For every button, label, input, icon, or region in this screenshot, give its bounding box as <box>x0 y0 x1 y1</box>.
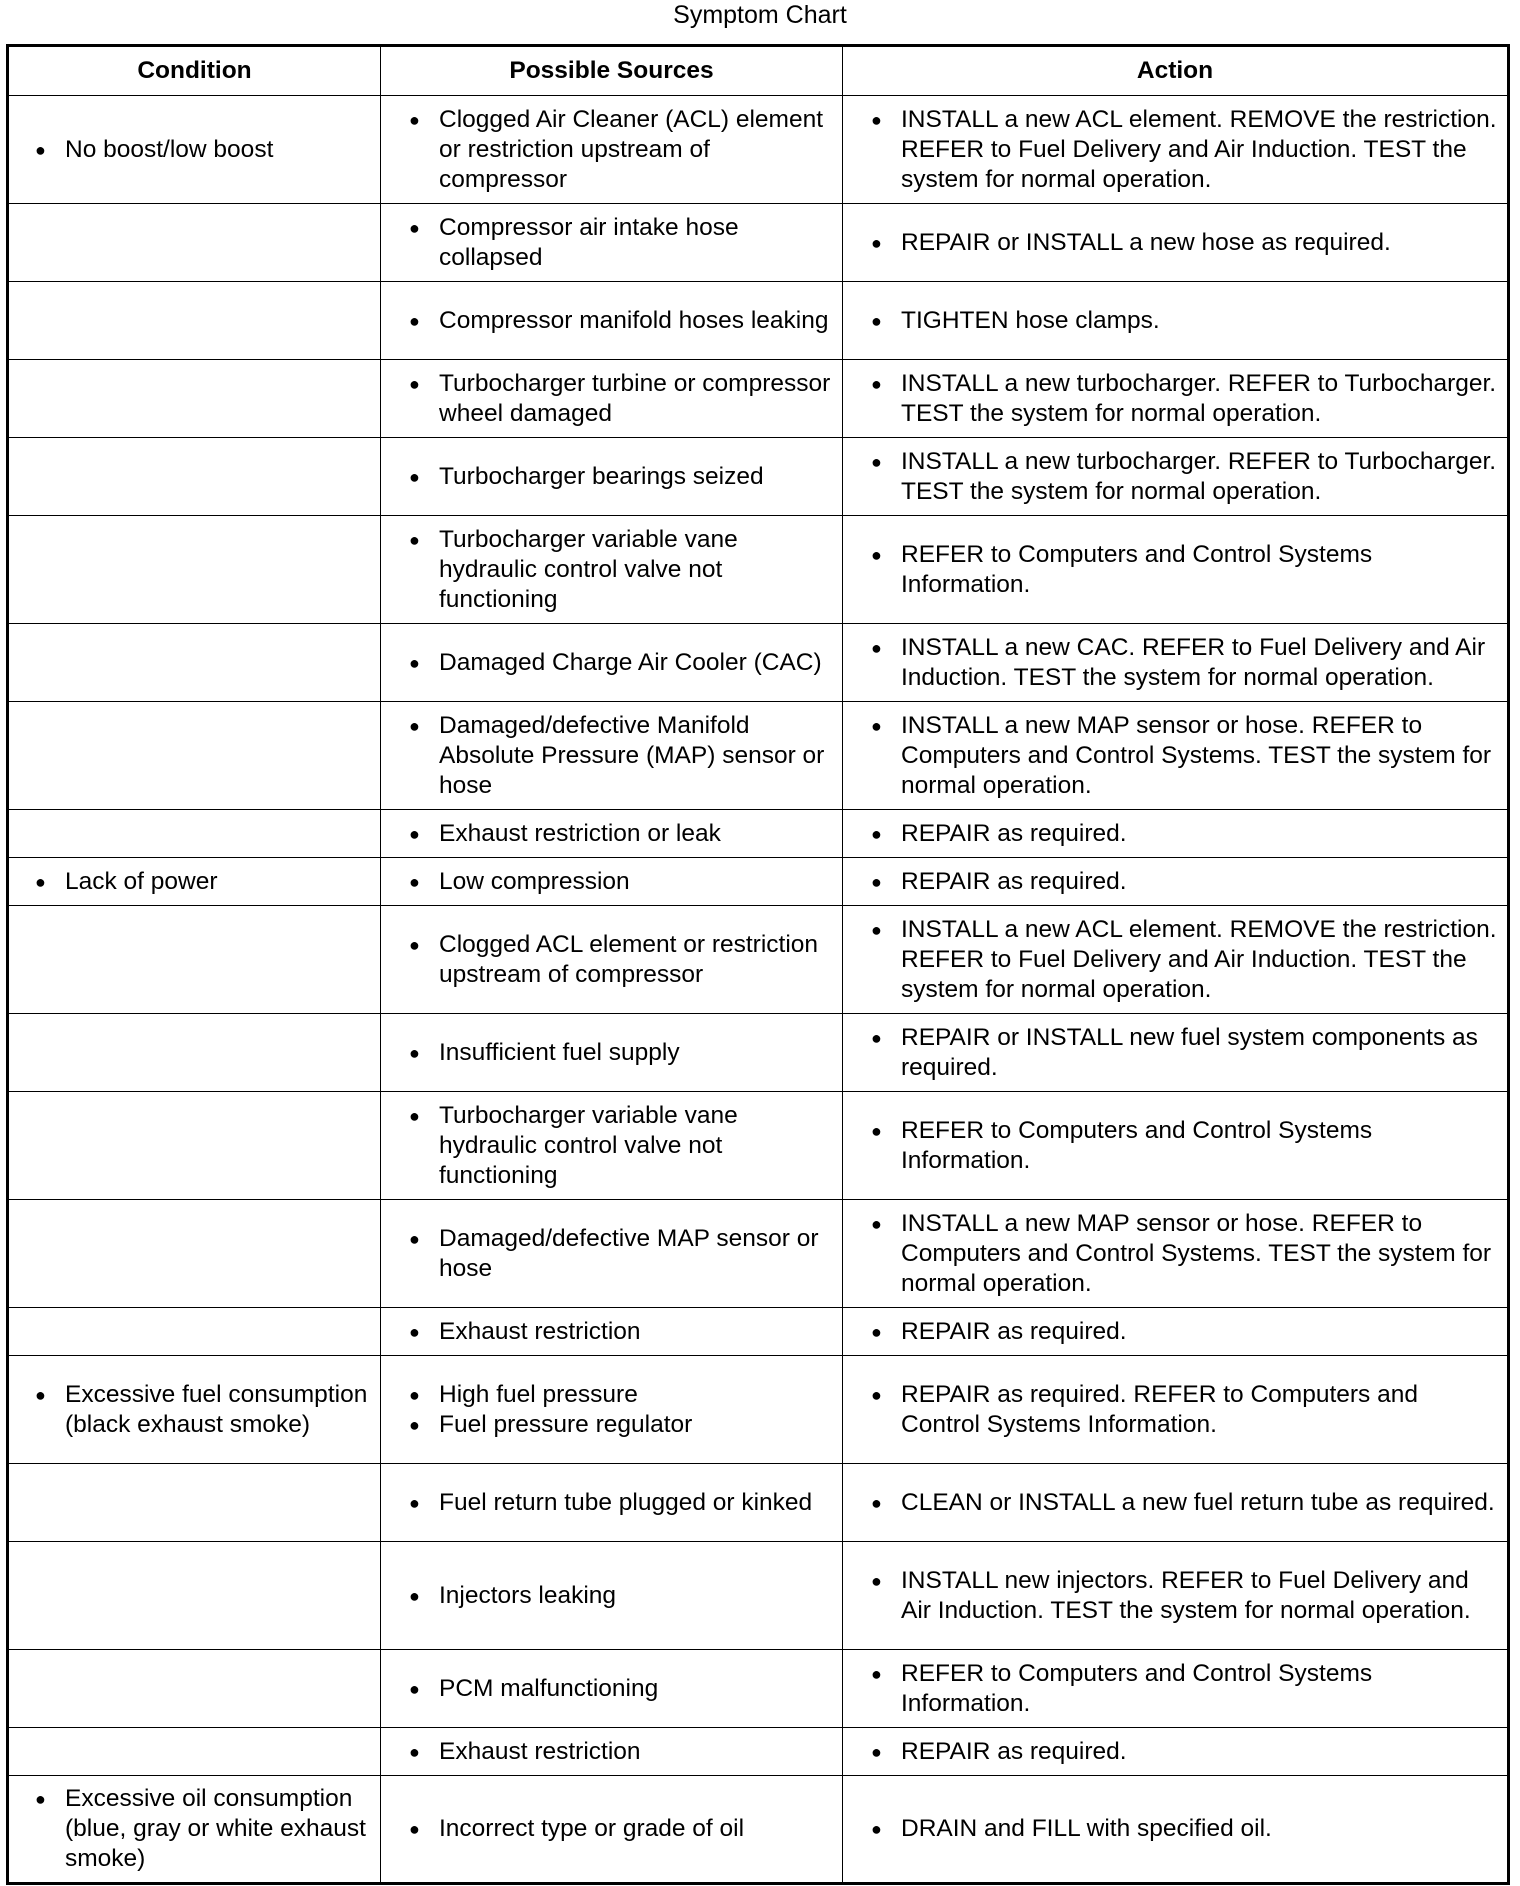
source-item: ● Damaged Charge Air Cooler (CAC) <box>409 648 836 678</box>
action-list <box>843 813 1507 855</box>
source-item: ● Exhaust restriction or leak <box>409 819 836 849</box>
sources-cell <box>381 360 843 438</box>
table-row <box>8 1092 1509 1200</box>
action-list <box>843 1482 1507 1524</box>
sources-cell <box>381 1728 843 1776</box>
action-cell <box>843 282 1509 360</box>
sources-list <box>381 207 842 279</box>
source-item: ● Insufficient fuel supply <box>409 1038 836 1068</box>
source-item: ● Fuel return tube plugged or kinked <box>409 1488 836 1518</box>
condition-cell <box>8 702 381 810</box>
sources-list <box>381 1032 842 1074</box>
sources-cell <box>381 1464 843 1542</box>
source-item: ● Clogged ACL element or restriction upstream of compressor <box>409 930 836 990</box>
action-cell <box>843 438 1509 516</box>
condition-text: ● Lack of power <box>35 867 374 897</box>
action-list <box>843 1203 1507 1305</box>
sources-cell <box>381 1776 843 1884</box>
action-cell <box>843 906 1509 1014</box>
source-item: ● Compressor manifold hoses leaking <box>409 306 836 336</box>
condition-cell <box>8 204 381 282</box>
action-cell <box>843 1014 1509 1092</box>
action-list <box>843 441 1507 513</box>
source-item: ● Fuel pressure regulator <box>409 1410 836 1440</box>
action-cell <box>843 810 1509 858</box>
source-item: ● Damaged/defective Manifold Absolute Pressure (MAP) sensor or hose <box>409 711 836 801</box>
source-item: ● PCM malfunctioning <box>409 1674 836 1704</box>
source-item: ● Turbocharger bearings seized <box>409 462 836 492</box>
sources-cell <box>381 906 843 1014</box>
header-condition: Condition <box>8 46 381 96</box>
source-item: ● Turbocharger variable vane hydraulic control valve not functioning <box>409 1101 836 1191</box>
sources-list <box>381 924 842 996</box>
condition-cell <box>8 1014 381 1092</box>
sources-cell <box>381 1356 843 1464</box>
action-list <box>843 1808 1507 1850</box>
action-text: ● REPAIR as required. REFER to Computers and Control Systems Information. <box>871 1380 1501 1440</box>
action-cell <box>843 1308 1509 1356</box>
sources-list <box>381 705 842 807</box>
sources-cell <box>381 1200 843 1308</box>
sources-list <box>381 1575 842 1617</box>
action-text: ● DRAIN and FILL with specified oil. <box>871 1814 1501 1844</box>
action-list <box>843 1560 1507 1632</box>
source-item: ● Turbocharger variable vane hydraulic control valve not functioning <box>409 525 836 615</box>
action-text: ● REPAIR or INSTALL a new hose as required. <box>871 228 1501 258</box>
table-row <box>8 1200 1509 1308</box>
action-text: ● INSTALL a new turbocharger. REFER to Turbocharger. TEST the system for normal operation. <box>871 369 1501 429</box>
table-row <box>8 1356 1509 1464</box>
sources-list <box>381 1095 842 1197</box>
action-cell <box>843 624 1509 702</box>
table-row <box>8 858 1509 906</box>
sources-cell <box>381 1092 843 1200</box>
source-item: ● Damaged/defective MAP sensor or hose <box>409 1224 836 1284</box>
sources-list <box>381 1482 842 1524</box>
sources-cell <box>381 1650 843 1728</box>
source-item: ● High fuel pressure <box>409 1380 836 1410</box>
table-row <box>8 1542 1509 1650</box>
action-cell <box>843 1650 1509 1728</box>
sources-cell <box>381 624 843 702</box>
condition-cell <box>8 1542 381 1650</box>
sources-cell <box>381 282 843 360</box>
page-title: Symptom Chart <box>673 1 847 29</box>
table-row <box>8 282 1509 360</box>
action-text: ● INSTALL a new ACL element. REMOVE the restriction. REFER to Fuel Delivery and Air Induction. TEST the system for normal operation. <box>871 105 1501 195</box>
condition-list <box>9 1778 380 1880</box>
action-list <box>843 861 1507 903</box>
sources-list <box>381 1374 842 1446</box>
source-item: ● Incorrect type or grade of oil <box>409 1814 836 1844</box>
action-text: ● REFER to Computers and Control Systems Information. <box>871 1659 1501 1719</box>
condition-cell <box>8 360 381 438</box>
action-cell <box>843 1200 1509 1308</box>
condition-cell <box>8 810 381 858</box>
condition-list <box>9 861 380 903</box>
action-cell <box>843 1092 1509 1200</box>
source-item: ● Exhaust restriction <box>409 1737 836 1767</box>
action-text: ● REFER to Computers and Control Systems Information. <box>871 540 1501 600</box>
source-item: ● Turbocharger turbine or compressor wheel damaged <box>409 369 836 429</box>
symptom-table <box>6 44 1510 1885</box>
condition-cell <box>8 96 381 204</box>
condition-text: ● Excessive fuel consumption (black exhaust smoke) <box>35 1380 374 1440</box>
sources-list <box>381 363 842 435</box>
action-cell <box>843 702 1509 810</box>
condition-cell <box>8 1650 381 1728</box>
sources-list <box>381 519 842 621</box>
table-row <box>8 1464 1509 1542</box>
header-row <box>8 46 1509 96</box>
action-text: ● REPAIR as required. <box>871 867 1501 897</box>
action-list <box>843 363 1507 435</box>
action-cell <box>843 1728 1509 1776</box>
action-list <box>843 222 1507 264</box>
header-action: Action <box>843 46 1509 96</box>
sources-cell <box>381 1308 843 1356</box>
action-text: ● REPAIR as required. <box>871 819 1501 849</box>
sources-list <box>381 1808 842 1850</box>
action-text: ● INSTALL a new turbocharger. REFER to Turbocharger. TEST the system for normal operation. <box>871 447 1501 507</box>
action-cell <box>843 1356 1509 1464</box>
sources-list <box>381 1311 842 1353</box>
action-text: ● INSTALL a new MAP sensor or hose. REFER to Computers and Control Systems. TEST the system for normal operation. <box>871 711 1501 801</box>
table-row <box>8 96 1509 204</box>
source-item: ● Exhaust restriction <box>409 1317 836 1347</box>
condition-text: ● Excessive oil consumption (blue, gray or white exhaust smoke) <box>35 1784 374 1874</box>
action-text: ● CLEAN or INSTALL a new fuel return tube as required. <box>871 1488 1501 1518</box>
action-cell <box>843 516 1509 624</box>
sources-cell <box>381 204 843 282</box>
condition-cell <box>8 858 381 906</box>
sources-list <box>381 813 842 855</box>
action-list <box>843 909 1507 1011</box>
sources-cell <box>381 438 843 516</box>
action-cell <box>843 1464 1509 1542</box>
condition-cell <box>8 906 381 1014</box>
sources-cell <box>381 516 843 624</box>
action-cell <box>843 360 1509 438</box>
action-list <box>843 1374 1507 1446</box>
action-text: ● INSTALL a new ACL element. REMOVE the restriction. REFER to Fuel Delivery and Air Induction. TEST the system for normal operation. <box>871 915 1501 1005</box>
action-cell <box>843 858 1509 906</box>
action-text: ● INSTALL a new MAP sensor or hose. REFER to Computers and Control Systems. TEST the system for normal operation. <box>871 1209 1501 1299</box>
table-row <box>8 360 1509 438</box>
action-text: ● INSTALL a new CAC. REFER to Fuel Delivery and Air Induction. TEST the system for normal operation. <box>871 633 1501 693</box>
condition-list <box>9 129 380 171</box>
sources-list <box>381 1218 842 1290</box>
condition-cell <box>8 1776 381 1884</box>
sources-list <box>381 300 842 342</box>
action-list <box>843 1017 1507 1089</box>
table-row <box>8 810 1509 858</box>
table-row <box>8 1014 1509 1092</box>
table-row <box>8 702 1509 810</box>
action-text: ● REPAIR or INSTALL new fuel system components as required. <box>871 1023 1501 1083</box>
sources-list <box>381 99 842 201</box>
sources-cell <box>381 1014 843 1092</box>
condition-text: ● No boost/low boost <box>35 135 374 165</box>
source-item: ● Compressor air intake hose collapsed <box>409 213 836 273</box>
action-list <box>843 627 1507 699</box>
action-list <box>843 1653 1507 1725</box>
condition-cell <box>8 1464 381 1542</box>
sources-cell <box>381 1542 843 1650</box>
condition-cell <box>8 624 381 702</box>
table-row <box>8 1308 1509 1356</box>
condition-cell <box>8 1308 381 1356</box>
action-list <box>843 705 1507 807</box>
condition-cell <box>8 516 381 624</box>
sources-list <box>381 1731 842 1773</box>
source-item: ● Clogged Air Cleaner (ACL) element or restriction upstream of compressor <box>409 105 836 195</box>
action-list <box>843 534 1507 606</box>
condition-cell <box>8 1728 381 1776</box>
condition-cell <box>8 1200 381 1308</box>
condition-cell <box>8 282 381 360</box>
sources-cell <box>381 858 843 906</box>
table-row <box>8 1650 1509 1728</box>
action-text: ● TIGHTEN hose clamps. <box>871 306 1501 336</box>
sources-cell <box>381 702 843 810</box>
table-row <box>8 516 1509 624</box>
table-row <box>8 204 1509 282</box>
action-text: ● REPAIR as required. <box>871 1317 1501 1347</box>
sources-list <box>381 642 842 684</box>
source-item: ● Low compression <box>409 867 836 897</box>
sources-list <box>381 456 842 498</box>
sources-cell <box>381 96 843 204</box>
condition-cell <box>8 1356 381 1464</box>
action-list <box>843 1110 1507 1182</box>
action-cell <box>843 96 1509 204</box>
table-row <box>8 1728 1509 1776</box>
table-row <box>8 624 1509 702</box>
action-text: ● INSTALL new injectors. REFER to Fuel Delivery and Air Induction. TEST the system for normal operation. <box>871 1566 1501 1626</box>
source-item: ● Injectors leaking <box>409 1581 836 1611</box>
condition-cell <box>8 438 381 516</box>
action-list <box>843 300 1507 342</box>
header-possible-sources: Possible Sources <box>381 46 843 96</box>
action-cell <box>843 204 1509 282</box>
condition-cell <box>8 1092 381 1200</box>
action-text: ● REPAIR as required. <box>871 1737 1501 1767</box>
action-text: ● REFER to Computers and Control Systems Information. <box>871 1116 1501 1176</box>
action-list <box>843 1731 1507 1773</box>
action-cell <box>843 1542 1509 1650</box>
sources-cell <box>381 810 843 858</box>
action-cell <box>843 1776 1509 1884</box>
table-row <box>8 438 1509 516</box>
table-row <box>8 906 1509 1014</box>
sources-list <box>381 861 842 903</box>
action-list <box>843 1311 1507 1353</box>
condition-list <box>9 1374 380 1446</box>
sources-list <box>381 1668 842 1710</box>
table-row <box>8 1776 1509 1884</box>
action-list <box>843 99 1507 201</box>
